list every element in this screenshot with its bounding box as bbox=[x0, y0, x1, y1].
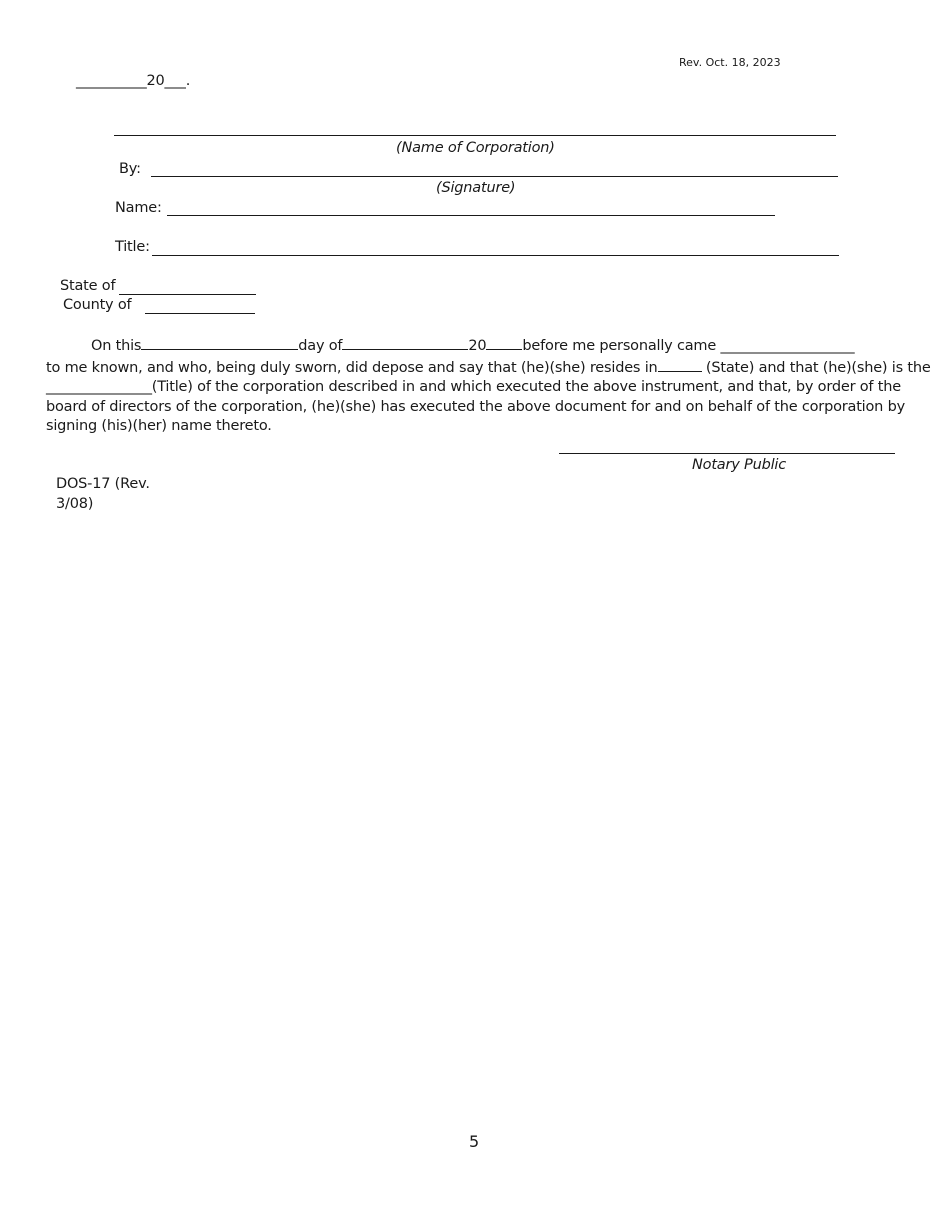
date-line: __________20___. bbox=[76, 73, 191, 89]
signature-line[interactable] bbox=[151, 176, 838, 177]
title-line[interactable] bbox=[152, 255, 839, 256]
year-prefix: 20 bbox=[468, 338, 487, 354]
name-label: Name: bbox=[115, 200, 162, 216]
acknowledgment-paragraph bbox=[46, 335, 931, 437]
corporation-name-line[interactable] bbox=[114, 135, 836, 136]
day-blank[interactable] bbox=[141, 335, 298, 350]
year-blank[interactable] bbox=[486, 335, 522, 350]
day-of-text: day of bbox=[298, 338, 343, 354]
ack-line-1 bbox=[46, 335, 894, 357]
notary-signature-line[interactable] bbox=[559, 453, 895, 454]
signature-caption: (Signature) bbox=[436, 180, 516, 196]
county-label: County of bbox=[63, 297, 132, 313]
form-number-line-2: 3/08) bbox=[56, 496, 94, 512]
revision-date: Rev. Oct. 18, 2023 bbox=[679, 56, 781, 69]
corporation-caption: (Name of Corporation) bbox=[396, 140, 555, 156]
personally-came-text: before me personally came ___________________ bbox=[522, 338, 855, 354]
name-line[interactable] bbox=[167, 215, 775, 216]
residence-state-blank[interactable] bbox=[658, 357, 702, 372]
title-label: Title: bbox=[115, 239, 150, 255]
by-label: By: bbox=[119, 161, 141, 177]
ack-line-3: _______________(Title) of the corporation described in and which executed the above instrument, and that, by order of the bbox=[46, 379, 901, 395]
page-number: 5 bbox=[469, 1132, 479, 1151]
state-line[interactable] bbox=[119, 294, 256, 295]
notary-caption: Notary Public bbox=[692, 457, 787, 473]
county-line[interactable] bbox=[145, 313, 255, 314]
resides-text: to me known, and who, being duly sworn, did depose and say that (he)(she) resides in bbox=[46, 359, 658, 376]
ack-line-5: signing (his)(her) name thereto. bbox=[46, 418, 272, 434]
ack-line-4: board of directors of the corporation, (he)(she) has executed the above document for and on behalf of the corporation by bbox=[46, 398, 905, 415]
on-this-text: On this bbox=[91, 338, 142, 354]
form-number-line-1: DOS-17 (Rev. bbox=[56, 476, 150, 492]
month-blank[interactable] bbox=[342, 335, 468, 350]
state-is-text: (State) and that (he)(she) is the bbox=[701, 359, 931, 376]
state-label: State of bbox=[60, 278, 116, 294]
ack-line-2 bbox=[46, 357, 931, 379]
